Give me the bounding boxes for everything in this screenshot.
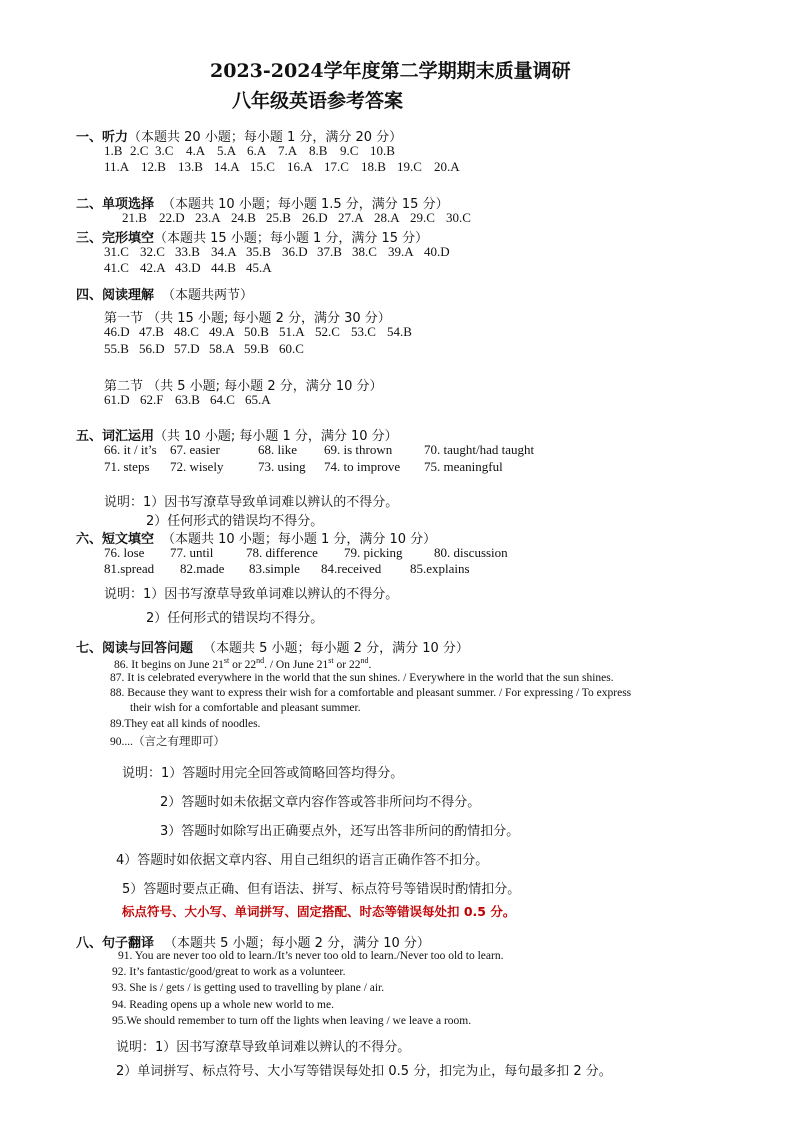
section-2-info: （本题共 10 小题；每小题 1.5 分，满分 15 分） <box>162 197 449 212</box>
section-4-header <box>76 284 253 303</box>
answer-item: 66. it / it’s <box>104 442 157 457</box>
answer-item: 78. difference <box>246 545 318 560</box>
answer-item: 37.B <box>317 244 342 259</box>
answer-item: 73. using <box>258 459 306 474</box>
answer-item: 81.spread <box>104 561 155 576</box>
document-subtitle: 八年级英语参考答案 <box>232 90 404 112</box>
section-1-info: （本题共 20 小题；每小题 1 分，满分 20 分） <box>128 130 403 145</box>
section-8-note-2: 2）单词拼写、标点符号、大小写等错误每处扣 0.5 分，扣完为止，每句最多扣 2 分。 <box>116 1064 612 1079</box>
answer-item: 48.C <box>174 324 199 339</box>
answer-item: 50.B <box>244 324 269 339</box>
answer-item: 29.C <box>410 210 435 225</box>
section-6-heading: 六、短文填空 <box>76 532 155 547</box>
answer-item: 9.C <box>340 143 359 158</box>
section-7-note-5: 5）答题时要点正确、但有语法、拼写、标点符号等错误时酌情扣分。 <box>122 882 521 897</box>
answer-item: 11.A <box>104 159 130 174</box>
section-6-info: （本题共 10 小题；每小题 1 分，满分 10 分） <box>162 532 437 547</box>
section-8-info: （本题共 5 小题；每小题 2 分，满分 10 分） <box>164 936 430 951</box>
answer-94: 94. Reading opens up a whole new world to me. <box>112 999 334 1011</box>
answer-item: 51.A <box>279 324 305 339</box>
answer-item: 30.C <box>446 210 471 225</box>
section-3-info: （本题共 15 小题；每小题 1 分，满分 15 分） <box>154 231 429 246</box>
answer-item: 57.D <box>174 341 200 356</box>
answer-item: 28.A <box>374 210 400 225</box>
section-6-answers-row2 <box>104 561 500 577</box>
answer-item: 15.C <box>250 159 275 174</box>
answer-item: 16.A <box>287 159 313 174</box>
answer-item: 54.B <box>387 324 412 339</box>
section-5-answers-row1 <box>104 442 554 458</box>
section-7-info: （本题共 5 小题；每小题 2 分，满分 10 分） <box>203 641 469 656</box>
answer-item: 44.B <box>211 260 236 275</box>
answer-item: 65.A <box>245 392 271 407</box>
answer-item: 61.D <box>104 392 130 407</box>
section-1-answers-row2 <box>104 159 471 175</box>
answer-item: 56.D <box>139 341 165 356</box>
answer-89: 89.They eat all kinds of noodles. <box>110 718 261 730</box>
answer-item: 71. steps <box>104 459 150 474</box>
answer-item: 1.B <box>104 143 123 158</box>
section-6-note-2: 2）任何形式的错误均不得分。 <box>146 611 324 626</box>
answer-item: 41.C <box>104 260 129 275</box>
answer-item: 64.C <box>210 392 235 407</box>
ordinal-suffix: st <box>328 656 334 665</box>
answer-item: 43.D <box>175 260 201 275</box>
answer-item: 85.explains <box>410 561 470 576</box>
section-5-heading: 五、词汇运用 <box>76 429 155 444</box>
answer-item: 55.B <box>104 341 129 356</box>
answer-item: 23.A <box>195 210 221 225</box>
answer-item: 2.C <box>130 143 149 158</box>
answer-86-part-5: . <box>368 658 372 671</box>
section-7-header <box>76 637 469 656</box>
answer-item: 53.C <box>351 324 376 339</box>
answer-item: 3.C <box>155 143 174 158</box>
answer-item: 12.B <box>141 159 166 174</box>
section-3-heading: 三、完形填空 <box>76 231 155 246</box>
answer-item: 49.A <box>209 324 235 339</box>
answer-item: 59.B <box>244 341 269 356</box>
section-2-answers-row1 <box>122 210 482 226</box>
answer-87: 87. It is celebrated everywhere in the world that the sun shines. / Everywhere in the world that the sun shines. <box>110 672 614 684</box>
answer-95: 95.We should remember to turn off the lights when leaving / we leave a room. <box>112 1015 472 1027</box>
section-4-heading: 四、阅读理解 <box>76 288 155 303</box>
answer-88-line-1: 88. Because they want to express their wish for a comfortable and pleasant summer. / For expressing / To express <box>110 687 632 699</box>
answer-item: 19.C <box>397 159 422 174</box>
answer-item: 22.D <box>159 210 185 225</box>
section-4-part1-row1 <box>104 324 423 340</box>
section-4-part1-row2 <box>104 341 315 357</box>
section-5-note-1: 说明：1）因书写潦草导致单词难以辨认的不得分。 <box>104 495 399 510</box>
section-1-heading: 一、听力 <box>76 130 129 145</box>
section-7-note-3: 3）答题时如除写出正确要点外，还写出答非所问的酌情扣分。 <box>160 824 520 839</box>
answer-item: 10.B <box>370 143 395 158</box>
answer-item: 83.simple <box>249 561 300 576</box>
document-title: 2023-2024学年度第二学期期末质量调研 <box>210 60 571 82</box>
answer-item: 24.B <box>231 210 256 225</box>
answer-item: 62.F <box>140 392 164 407</box>
answer-item: 47.B <box>139 324 164 339</box>
section-8-header <box>76 932 430 951</box>
answer-item: 52.C <box>315 324 340 339</box>
answer-item: 69. is thrown <box>324 442 393 457</box>
answer-item: 58.A <box>209 341 235 356</box>
section-5-note-2: 2）任何形式的错误均不得分。 <box>146 514 324 529</box>
section-2-heading: 二、单项选择 <box>76 197 155 212</box>
section-7-note-4: 4）答题时如依据文章内容、用自己组织的语言正确作答不扣分。 <box>116 853 489 868</box>
answer-item: 6.A <box>247 143 267 158</box>
section-7-note-1: 说明：1）答题时用完全回答或简略回答均得分。 <box>122 766 404 781</box>
answer-item: 14.A <box>214 159 240 174</box>
section-7-note-2: 2）答题时如未依据文章内容作答或答非所问均不得分。 <box>160 795 481 810</box>
answer-item: 7.A <box>278 143 298 158</box>
answer-86 <box>114 656 371 671</box>
ordinal-suffix: nd <box>360 656 369 665</box>
answer-item: 74. to improve <box>324 459 401 474</box>
answer-item: 25.B <box>266 210 291 225</box>
section-4-info: （本题共两节） <box>162 288 254 303</box>
section-7-deduction-note: 标点符号、大小写、单词拼写、固定搭配、时态等错误每处扣 0.5 分。 <box>122 904 516 919</box>
answer-86-part-4: or 22 <box>333 658 361 671</box>
answer-item: 27.A <box>338 210 364 225</box>
section-4-part2-heading: 第二节 （共 5 小题; 每小题 2 分，满分 10 分） <box>104 379 383 394</box>
answer-item: 40.D <box>424 244 450 259</box>
answer-88-line-2: their wish for a comfortable and pleasant summer. <box>130 702 361 714</box>
answer-86-part-3: . / On June 21 <box>264 658 329 671</box>
answer-item: 77. until <box>170 545 214 560</box>
section-3-answers-row1 <box>104 244 460 260</box>
section-8-note-1: 说明：1）因书写潦草导致单词难以辨认的不得分。 <box>116 1040 411 1055</box>
answer-item: 67. easier <box>170 442 220 457</box>
section-5-info: （共 10 小题; 每小题 1 分，满分 10 分） <box>154 429 398 444</box>
section-5-answers-row2 <box>104 459 554 475</box>
answer-item: 35.B <box>246 244 271 259</box>
section-6-answers-row1 <box>104 545 524 561</box>
answer-item: 34.A <box>211 244 237 259</box>
answer-item: 46.D <box>104 324 130 339</box>
answer-item: 79. picking <box>344 545 403 560</box>
answer-item: 72. wisely <box>170 459 224 474</box>
answer-item: 5.A <box>217 143 237 158</box>
answer-item: 4.A <box>186 143 206 158</box>
answer-item: 18.B <box>361 159 386 174</box>
answer-item: 20.A <box>434 159 460 174</box>
answer-item: 21.B <box>122 210 147 225</box>
section-4-part1-heading: 第一节 （共 15 小题; 每小题 2 分，满分 30 分） <box>104 311 391 326</box>
answer-item: 68. like <box>258 442 297 457</box>
answer-93: 93. She is / gets / is getting used to travelling by plane / air. <box>112 982 385 994</box>
answer-item: 45.A <box>246 260 272 275</box>
answer-90: 90....（言之有理即可） <box>110 736 225 748</box>
answer-item: 17.C <box>324 159 349 174</box>
answer-item: 80. discussion <box>434 545 508 560</box>
ordinal-suffix: nd <box>256 656 265 665</box>
answer-item: 13.B <box>178 159 203 174</box>
answer-item: 39.A <box>388 244 414 259</box>
answer-item: 82.made <box>180 561 225 576</box>
answer-item: 84.received <box>321 561 382 576</box>
section-7-heading: 七、阅读与回答问题 <box>76 641 194 656</box>
answer-91: 91. You are never too old to learn./It’s never too old to learn./Never too old to learn. <box>118 950 504 962</box>
answer-item: 32.C <box>140 244 165 259</box>
answer-item: 38.C <box>352 244 377 259</box>
answer-item: 76. lose <box>104 545 145 560</box>
answer-item: 70. taught/had taught <box>424 442 535 457</box>
section-3-answers-row2 <box>104 260 282 276</box>
section-4-part2-row1 <box>104 392 280 408</box>
answer-item: 8.B <box>309 143 328 158</box>
answer-item: 60.C <box>279 341 304 356</box>
answer-86-part-1: 86. It begins on June 21 <box>114 658 224 671</box>
answer-item: 63.B <box>175 392 200 407</box>
section-1-answers-row1 <box>104 143 400 159</box>
answer-item: 33.B <box>175 244 200 259</box>
answer-item: 26.D <box>302 210 328 225</box>
answer-item: 31.C <box>104 244 129 259</box>
answer-92: 92. It’s fantastic/good/great to work as a volunteer. <box>112 966 346 978</box>
answer-item: 36.D <box>282 244 308 259</box>
section-6-note-1: 说明：1）因书写潦草导致单词难以辨认的不得分。 <box>104 587 399 602</box>
answer-item: 75. meaningful <box>424 459 503 474</box>
section-8-heading: 八、句子翻译 <box>76 936 155 951</box>
answer-86-part-2: or 22 <box>229 658 257 671</box>
answer-item: 42.A <box>140 260 166 275</box>
ordinal-suffix: st <box>223 656 230 665</box>
